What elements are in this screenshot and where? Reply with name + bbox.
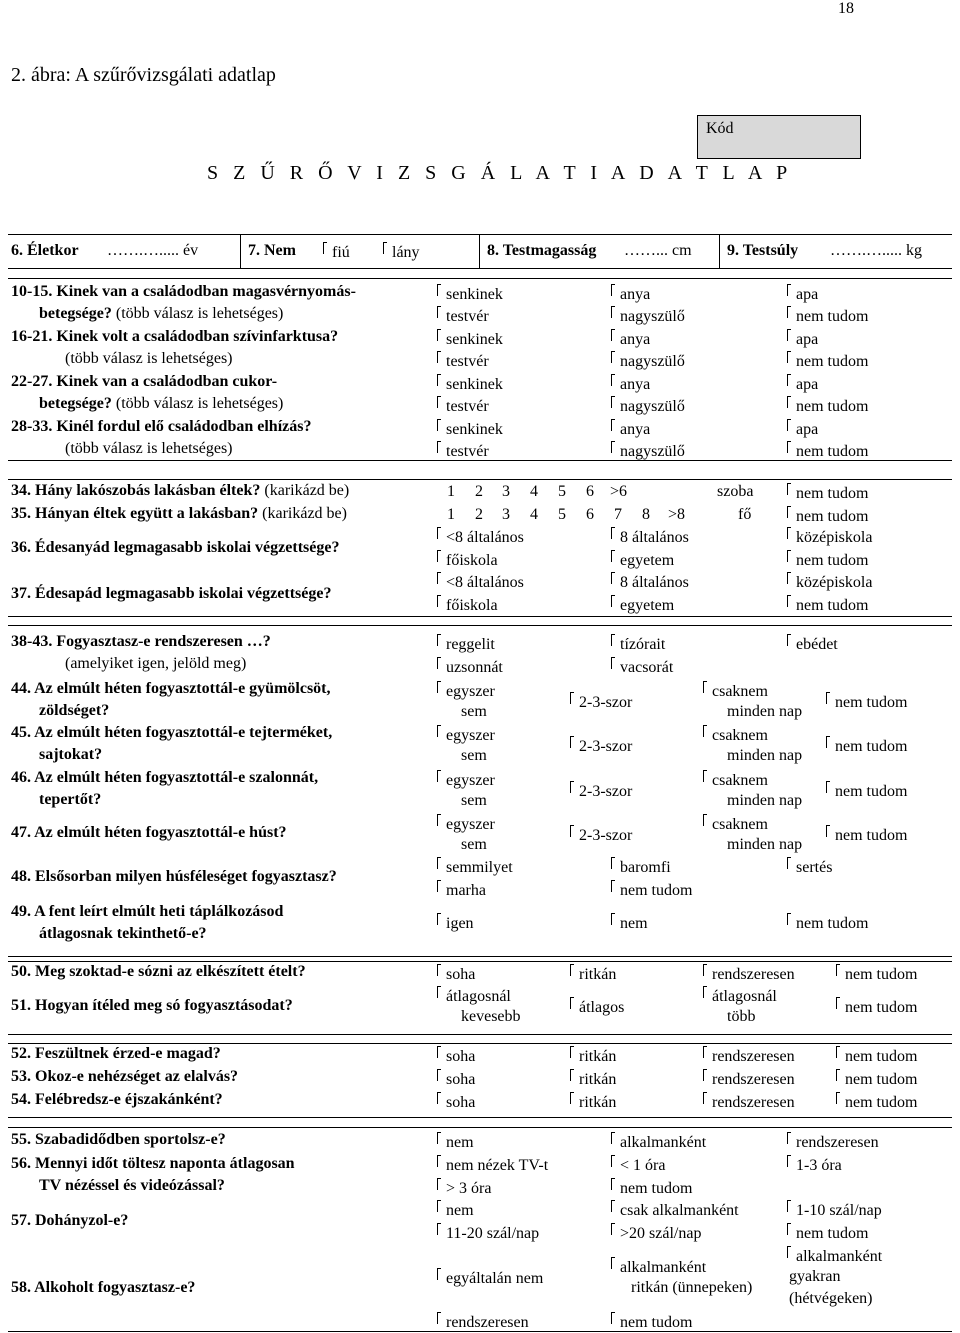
checkbox-icon — [826, 825, 830, 837]
meal-snack-morning[interactable]: tízórait — [611, 634, 665, 654]
checkbox-icon — [836, 1092, 840, 1104]
q34-choice[interactable]: 2 — [475, 483, 483, 500]
option-female[interactable]: lány — [383, 242, 420, 262]
age-label: 6. Életkor — [11, 242, 79, 259]
checkbox-icon — [611, 913, 615, 925]
family-opt-mother[interactable]: anya — [611, 284, 650, 304]
q35-choice[interactable]: 8 — [642, 506, 650, 523]
salt-not-known[interactable]: nem tudom — [836, 964, 917, 984]
edu-secondary[interactable]: középiskola — [787, 527, 872, 547]
checkbox-icon — [437, 396, 441, 408]
question-49-line2: átlagosnak tekinthető-e? — [39, 925, 207, 942]
question-51: 51. Hogyan ítéled meg só fogyasztásodat? — [11, 997, 293, 1014]
meat-not-known[interactable]: nem tudom — [611, 880, 692, 900]
q34-choice[interactable]: 6 — [586, 483, 594, 500]
edu-university[interactable]: egyetem — [611, 550, 674, 570]
checkbox-icon — [611, 657, 615, 669]
checkbox-icon — [437, 1200, 441, 1212]
q34-choice[interactable]: 3 — [502, 483, 510, 500]
stress-not-known[interactable]: nem tudom — [836, 1046, 917, 1066]
checkbox-icon — [611, 351, 615, 363]
q35-unit: fő — [738, 506, 752, 523]
checkbox-icon — [437, 1132, 441, 1144]
stress-not-known[interactable]: nem tudom — [836, 1069, 917, 1089]
checkbox-icon — [437, 527, 441, 539]
checkbox-icon — [836, 964, 840, 976]
freq-daily[interactable]: csaknem — [703, 725, 768, 745]
checkbox-icon — [437, 284, 441, 296]
smoke-no[interactable]: nem — [437, 1200, 474, 1220]
q34-choice[interactable]: >6 — [610, 483, 628, 500]
height-label: 8. Testmagasság — [487, 242, 597, 259]
freq-question-1: 45. Az elmúlt héten fogyasztottál-e tejterméket, — [11, 724, 333, 741]
checkbox-icon — [437, 1223, 441, 1235]
checkbox-icon — [437, 1178, 441, 1190]
family-opt-not-known[interactable]: nem tudom — [787, 351, 868, 371]
checkbox-icon — [787, 396, 791, 408]
alcohol-not-known[interactable]: nem tudom — [611, 1312, 692, 1332]
edu-8[interactable]: 8 általános — [611, 527, 689, 547]
checkbox-icon — [611, 1132, 615, 1144]
weight-label: 9. Testsúly — [727, 242, 799, 259]
alcohol-never[interactable]: egyáltalán nem — [437, 1268, 543, 1288]
page-number: 18 — [838, 0, 854, 17]
freq-daily[interactable]: csaknem — [703, 770, 768, 790]
family-opt-none[interactable]: senkinek — [437, 329, 503, 349]
smoke-11-20[interactable]: 11-20 szál/nap — [437, 1223, 539, 1243]
checkbox-icon — [437, 986, 441, 998]
family-opt-father[interactable]: apa — [787, 329, 818, 349]
checkbox-icon — [383, 242, 387, 254]
checkbox-icon — [611, 396, 615, 408]
checkbox-icon — [836, 1046, 840, 1058]
q35-choice[interactable]: >8 — [668, 506, 686, 523]
q34-choice[interactable]: 1 — [447, 483, 455, 500]
checkbox-icon — [437, 1268, 441, 1280]
freq-question-2: 46. Az elmúlt héten fogyasztottál-e szalonnát, — [11, 769, 319, 786]
checkbox-icon — [437, 814, 441, 826]
meat-beef[interactable]: marha — [437, 880, 486, 900]
checkbox-icon — [787, 351, 791, 363]
checkbox-icon — [611, 1155, 615, 1167]
sport-regularly[interactable]: rendszeresen — [787, 1132, 879, 1152]
stress-never[interactable]: soha — [437, 1069, 475, 1089]
family-question-1: 16-21. Kinek volt a családodban szívinfarktusa? — [11, 328, 339, 345]
q34-not-known[interactable]: nem tudom — [787, 483, 868, 503]
salt-more-line2: több — [727, 1008, 756, 1025]
edu-secondary[interactable]: középiskola — [787, 572, 872, 592]
checkbox-icon — [611, 634, 615, 646]
checkbox-icon — [437, 657, 441, 669]
family-question-note-3: (több válasz is lehetséges) — [65, 440, 233, 457]
checkbox-icon — [437, 419, 441, 431]
checkbox-icon — [611, 329, 615, 341]
checkbox-icon — [826, 736, 830, 748]
freq-question-line2-0: zöldséget? — [39, 702, 110, 719]
checkbox-icon — [437, 880, 441, 892]
checkbox-icon — [787, 419, 791, 431]
checkbox-icon — [570, 736, 574, 748]
checkbox-icon — [611, 550, 615, 562]
tv-gt3[interactable]: > 3 óra — [437, 1178, 491, 1198]
checkbox-icon — [570, 1092, 574, 1104]
alcohol-regularly[interactable]: rendszeresen — [437, 1312, 529, 1332]
checkbox-icon — [611, 306, 615, 318]
freq-daily[interactable]: csaknem — [703, 814, 768, 834]
family-opt-sibling[interactable]: testvér — [437, 351, 489, 371]
stress-regularly[interactable]: rendszeresen — [703, 1069, 795, 1089]
family-opt-mother[interactable]: anya — [611, 329, 650, 349]
freq-not-known[interactable]: nem tudom — [826, 736, 907, 756]
tv-not-known[interactable]: nem tudom — [611, 1178, 692, 1198]
meal-lunch[interactable]: ebédet — [787, 634, 838, 654]
checkbox-icon — [703, 986, 707, 998]
checkbox-icon — [437, 964, 441, 976]
question-38-43-note: (amelyiket igen, jelöld meg) — [65, 655, 247, 672]
question-55: 55. Szabadidődben sportolsz-e? — [11, 1131, 226, 1148]
salt-average[interactable]: átlagos — [570, 997, 624, 1017]
family-opt-sibling[interactable]: testvér — [437, 306, 489, 326]
checkbox-icon — [437, 634, 441, 646]
stress-regularly[interactable]: rendszeresen — [703, 1046, 795, 1066]
family-opt-grandparent[interactable]: nagyszülő — [611, 351, 685, 371]
sport-sometimes[interactable]: alkalmanként — [611, 1132, 706, 1152]
question-35: 35. Hányan éltek együtt a lakásban? (karikázd be) — [11, 505, 347, 522]
freq-never[interactable]: egyszer — [437, 725, 495, 745]
stress-rarely[interactable]: ritkán — [570, 1046, 616, 1066]
checkbox-icon — [787, 1132, 791, 1144]
family-opt-mother[interactable]: anya — [611, 419, 650, 439]
checkbox-icon — [703, 1092, 707, 1104]
checkbox-icon — [611, 1312, 615, 1324]
question-37: 37. Édesapád legmagasabb iskolai végzettsége? — [11, 585, 332, 602]
checkbox-icon — [787, 329, 791, 341]
checkbox-icon — [611, 1200, 615, 1212]
freq-daily-line2: minden nap — [727, 836, 803, 853]
salt-q51-not-known[interactable]: nem tudom — [836, 997, 917, 1017]
q35-choice[interactable]: 2 — [475, 506, 483, 523]
checkbox-icon — [611, 1178, 615, 1190]
question-56-line1: 56. Mennyi időt töltesz naponta átlagosan — [11, 1155, 295, 1172]
checkbox-icon — [787, 483, 791, 495]
checkbox-icon — [787, 1246, 791, 1258]
freq-daily-line2: minden nap — [727, 747, 803, 764]
freq-never[interactable]: egyszer — [437, 681, 495, 701]
freq-2-3[interactable]: 2-3-szor — [570, 692, 632, 712]
freq-2-3[interactable]: 2-3-szor — [570, 736, 632, 756]
checkbox-icon — [611, 419, 615, 431]
figure-label: 2. ábra: — [11, 64, 71, 86]
family-question-note-1: (több válasz is lehetséges) — [65, 350, 233, 367]
tv-none[interactable]: nem nézek TV-t — [437, 1155, 548, 1175]
smoke-not-known[interactable]: nem tudom — [787, 1223, 868, 1243]
checkbox-icon — [703, 681, 707, 693]
diet-not-known[interactable]: nem tudom — [787, 913, 868, 933]
salt-regularly[interactable]: rendszeresen — [703, 964, 795, 984]
question-50: 50. Meg szoktad-e sózni az elkészített ételt? — [11, 963, 306, 980]
family-question-note-2: betegsége? (több válasz is lehetséges) — [39, 395, 284, 412]
salt-more[interactable]: átlagosnál — [703, 986, 777, 1006]
meal-snack-afternoon[interactable]: uzsonnát — [437, 657, 503, 677]
checkbox-icon — [437, 572, 441, 584]
family-question-2: 22-27. Kinek van a családodban cukor- — [11, 373, 278, 390]
freq-2-3[interactable]: 2-3-szor — [570, 781, 632, 801]
tv-1-3[interactable]: 1-3 óra — [787, 1155, 842, 1175]
edu-university[interactable]: egyetem — [611, 595, 674, 615]
checkbox-icon — [437, 595, 441, 607]
checkbox-icon — [437, 1069, 441, 1081]
edu-not-known[interactable]: nem tudom — [787, 550, 868, 570]
checkbox-icon — [826, 781, 830, 793]
freq-never[interactable]: egyszer — [437, 814, 495, 834]
family-question-0: 10-15. Kinek van a családodban magasvérnyomás- — [11, 283, 356, 300]
meal-dinner[interactable]: vacsorát — [611, 657, 673, 677]
question-49-line1: 49. A fent leírt elmúlt heti táplálkozásod — [11, 903, 284, 920]
family-opt-grandparent[interactable]: nagyszülő — [611, 441, 685, 461]
question-36: 36. Édesanyád legmagasabb iskolai végzettsége? — [11, 539, 340, 556]
checkbox-icon — [611, 284, 615, 296]
question-58: 58. Alkoholt fogyasztasz-e? — [11, 1279, 196, 1296]
freq-not-known[interactable]: nem tudom — [826, 781, 907, 801]
checkbox-icon — [570, 1069, 574, 1081]
stress-not-known[interactable]: nem tudom — [836, 1092, 917, 1112]
age-field[interactable]: …….…..... év — [107, 242, 199, 259]
diet-yes[interactable]: igen — [437, 913, 474, 933]
question-34: 34. Hány lakószobás lakásban éltek? (karikázd be) — [11, 482, 350, 499]
q34-unit: szoba — [717, 483, 754, 500]
code-box[interactable]: Kód — [697, 115, 861, 159]
checkbox-icon — [703, 964, 707, 976]
stress-rarely[interactable]: ritkán — [570, 1069, 616, 1089]
checkbox-icon — [437, 857, 441, 869]
family-opt-none[interactable]: senkinek — [437, 284, 503, 304]
q34-choice[interactable]: 4 — [530, 483, 538, 500]
checkbox-icon — [836, 997, 840, 1009]
salt-less[interactable]: átlagosnál — [437, 986, 511, 1006]
checkbox-icon — [787, 284, 791, 296]
edu-not-known[interactable]: nem tudom — [787, 595, 868, 615]
question-52: 52. Feszültnek érzed-e magad? — [11, 1045, 221, 1062]
checkbox-icon — [787, 1223, 791, 1235]
edu-lt8[interactable]: <8 általános — [437, 572, 524, 592]
form-title: S Z Ű R Ő V I Z S G Á L A T I A D A T L A P — [207, 162, 793, 184]
edu-lt8[interactable]: <8 általános — [437, 527, 524, 547]
checkbox-icon — [703, 814, 707, 826]
checkbox-icon — [787, 374, 791, 386]
sport-no[interactable]: nem — [437, 1132, 474, 1152]
height-field[interactable]: ……... cm — [624, 242, 692, 259]
freq-not-known[interactable]: nem tudom — [826, 825, 907, 845]
checkbox-icon — [836, 1069, 840, 1081]
checkbox-icon — [437, 1046, 441, 1058]
checkbox-icon — [703, 725, 707, 737]
checkbox-icon — [570, 997, 574, 1009]
checkbox-icon — [703, 1046, 707, 1058]
edu-8[interactable]: 8 általános — [611, 572, 689, 592]
freq-2-3[interactable]: 2-3-szor — [570, 825, 632, 845]
checkbox-icon — [611, 880, 615, 892]
checkbox-icon — [437, 913, 441, 925]
family-opt-father[interactable]: apa — [787, 419, 818, 439]
family-opt-grandparent[interactable]: nagyszülő — [611, 306, 685, 326]
alcohol-rarely[interactable]: alkalmanként — [611, 1257, 706, 1277]
family-opt-none[interactable]: senkinek — [437, 419, 503, 439]
checkbox-icon — [787, 550, 791, 562]
checkbox-icon — [437, 770, 441, 782]
salt-less-line2: kevesebb — [461, 1008, 521, 1025]
tv-lt1[interactable]: < 1 óra — [611, 1155, 665, 1175]
family-opt-sibling[interactable]: testvér — [437, 441, 489, 461]
freq-question-3: 47. Az elmúlt héten fogyasztottál-e húst? — [11, 824, 287, 841]
q35-choice[interactable]: 3 — [502, 506, 510, 523]
checkbox-icon — [437, 306, 441, 318]
checkbox-icon — [611, 1257, 615, 1269]
freq-never-line2: sem — [461, 792, 487, 809]
family-question-3: 28-33. Kinél fordul elő családodban elhízás? — [11, 418, 312, 435]
checkbox-icon — [611, 441, 615, 453]
question-54: 54. Felébredsz-e éjszakánként? — [11, 1091, 223, 1108]
meat-none[interactable]: semmilyet — [437, 857, 513, 877]
checkbox-icon — [703, 1069, 707, 1081]
freq-question-0: 44. Az elmúlt héten fogyasztottál-e gyümölcsöt, — [11, 680, 331, 697]
checkbox-icon — [787, 1200, 791, 1212]
freq-question-line2-1: sajtokat? — [39, 746, 103, 763]
family-opt-not-known[interactable]: nem tudom — [787, 396, 868, 416]
checkbox-icon — [437, 725, 441, 737]
checkbox-icon — [570, 964, 574, 976]
checkbox-icon — [787, 306, 791, 318]
family-opt-sibling[interactable]: testvér — [437, 396, 489, 416]
checkbox-icon — [437, 351, 441, 363]
checkbox-icon — [437, 329, 441, 341]
checkbox-icon — [437, 1312, 441, 1324]
q35-choice[interactable]: 5 — [558, 506, 566, 523]
figure-title — [11, 64, 276, 87]
smoke-gt20[interactable]: >20 szál/nap — [611, 1223, 701, 1243]
checkbox-icon — [570, 781, 574, 793]
freq-question-line2-2: tepertőt? — [39, 791, 102, 808]
salt-rarely[interactable]: ritkán — [570, 964, 616, 984]
freq-never-line2: sem — [461, 703, 487, 720]
family-opt-not-known[interactable]: nem tudom — [787, 306, 868, 326]
checkbox-icon — [570, 825, 574, 837]
checkbox-icon — [787, 441, 791, 453]
family-opt-grandparent[interactable]: nagyszülő — [611, 396, 685, 416]
checkbox-icon — [703, 770, 707, 782]
edu-college[interactable]: főiskola — [437, 550, 498, 570]
checkbox-icon — [611, 857, 615, 869]
family-opt-none[interactable]: senkinek — [437, 374, 503, 394]
stress-never[interactable]: soha — [437, 1046, 475, 1066]
meat-poultry[interactable]: baromfi — [611, 857, 671, 877]
alcohol-often-line3: (hétvégeken) — [789, 1290, 873, 1307]
q35-choice[interactable]: 7 — [614, 506, 622, 523]
freq-never[interactable]: egyszer — [437, 770, 495, 790]
checkbox-icon — [611, 527, 615, 539]
meat-pork[interactable]: sertés — [787, 857, 832, 877]
stress-rarely[interactable]: ritkán — [570, 1092, 616, 1112]
question-48: 48. Elsősorban milyen húsféleséget fogyasztasz? — [11, 868, 337, 885]
meal-breakfast[interactable]: reggelit — [437, 634, 495, 654]
checkbox-icon — [787, 857, 791, 869]
checkbox-icon — [787, 572, 791, 584]
checkbox-icon — [437, 681, 441, 693]
checkbox-icon — [437, 1092, 441, 1104]
family-opt-father[interactable]: apa — [787, 284, 818, 304]
checkbox-icon — [323, 242, 327, 254]
checkbox-icon — [611, 595, 615, 607]
freq-daily-line2: minden nap — [727, 703, 803, 720]
checkbox-icon — [787, 1155, 791, 1167]
question-53: 53. Okoz-e nehézséget az elalvás? — [11, 1068, 239, 1085]
smoke-1-10[interactable]: 1-10 szál/nap — [787, 1200, 882, 1220]
checkbox-icon — [570, 1046, 574, 1058]
q35-not-known[interactable]: nem tudom — [787, 506, 868, 526]
family-opt-mother[interactable]: anya — [611, 374, 650, 394]
q34-choice[interactable]: 5 — [558, 483, 566, 500]
freq-never-line2: sem — [461, 747, 487, 764]
checkbox-icon — [437, 441, 441, 453]
alcohol-often-line2: gyakran — [789, 1268, 841, 1285]
question-56-line2: TV nézéssel és videózással? — [39, 1177, 225, 1194]
weight-field[interactable]: …….…..... kg — [830, 242, 922, 259]
alcohol-rarely-line2: ritkán (ünnepeken) — [631, 1279, 753, 1296]
stress-never[interactable]: soha — [437, 1092, 475, 1112]
question-38-43: 38-43. Fogyasztasz-e rendszeresen …? — [11, 633, 271, 650]
family-opt-not-known[interactable]: nem tudom — [787, 441, 868, 461]
freq-daily-line2: minden nap — [727, 792, 803, 809]
checkbox-icon — [437, 374, 441, 386]
smoke-occasional[interactable]: csak alkalmanként — [611, 1200, 739, 1220]
freq-not-known[interactable]: nem tudom — [826, 692, 907, 712]
checkbox-icon — [611, 374, 615, 386]
checkbox-icon — [787, 634, 791, 646]
figure-caption: A szűrővizsgálati adatlap — [70, 64, 276, 86]
family-opt-father[interactable]: apa — [787, 374, 818, 394]
stress-regularly[interactable]: rendszeresen — [703, 1092, 795, 1112]
checkbox-icon — [787, 913, 791, 925]
checkbox-icon — [826, 692, 830, 704]
salt-never[interactable]: soha — [437, 964, 475, 984]
sex-label: 7. Nem — [248, 242, 296, 259]
checkbox-icon — [437, 1155, 441, 1167]
checkbox-icon — [787, 595, 791, 607]
alcohol-often[interactable]: alkalmanként — [787, 1246, 882, 1266]
checkbox-icon — [611, 572, 615, 584]
option-male[interactable]: fiú — [323, 242, 350, 262]
checkbox-icon — [787, 506, 791, 518]
q35-choice[interactable]: 4 — [530, 506, 538, 523]
q35-choice[interactable]: 1 — [447, 506, 455, 523]
checkbox-icon — [570, 692, 574, 704]
checkbox-icon — [787, 527, 791, 539]
family-question-note-0: betegsége? (több válasz is lehetséges) — [39, 305, 284, 322]
question-57: 57. Dohányzol-e? — [11, 1212, 129, 1229]
freq-never-line2: sem — [461, 836, 487, 853]
checkbox-icon — [611, 1223, 615, 1235]
q35-choice[interactable]: 6 — [586, 506, 594, 523]
freq-daily[interactable]: csaknem — [703, 681, 768, 701]
checkbox-icon — [437, 550, 441, 562]
edu-college[interactable]: főiskola — [437, 595, 498, 615]
diet-no[interactable]: nem — [611, 913, 648, 933]
